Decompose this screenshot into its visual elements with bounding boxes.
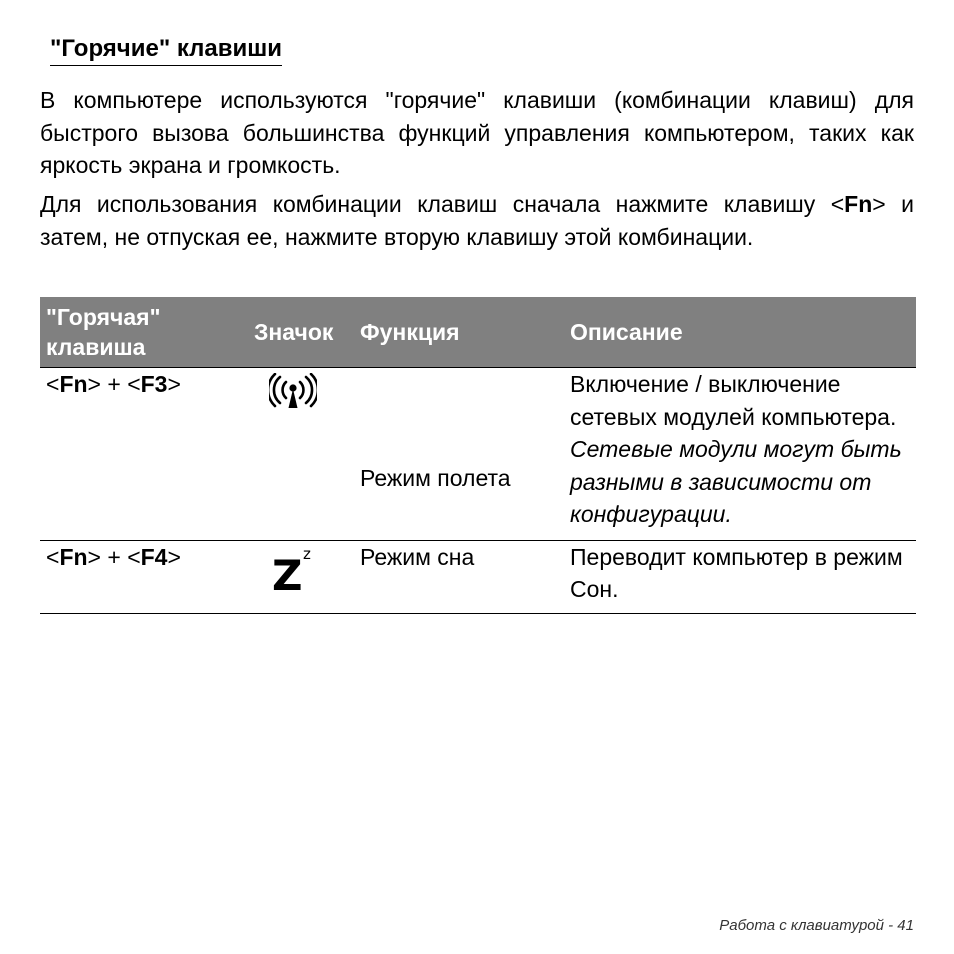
section-heading: "Горячие" клавиши <box>50 34 282 66</box>
description-cell: Переводит компьютер в режим Сон. <box>564 540 916 613</box>
header-function: Функция <box>354 297 564 368</box>
icon-cell <box>248 368 354 541</box>
description-note: Сетевые модули могут быть разными в зависимости от конфигурации. <box>570 436 902 527</box>
key-bracket: > <box>167 543 181 570</box>
description-text: Включение / выключение сетевых модулей компьютера. <box>570 371 897 430</box>
table-row <box>40 368 916 541</box>
key-bracket: < <box>46 371 60 397</box>
key-f4: F4 <box>140 543 168 570</box>
page-footer: Работа с клавиатурой - 41 <box>719 917 914 934</box>
table-header-row <box>40 297 916 368</box>
hotkey-cell <box>40 368 248 541</box>
icon-cell <box>248 540 354 613</box>
intro-paragraph: В компьютере используются "горячие" клавиши (комбинации клавиш) для быстрого вызова большинства функций управления компьютером, таких как яркость экрана и громкость. <box>40 87 914 178</box>
key-f3: F3 <box>140 371 168 397</box>
key-fn: Fn <box>59 371 88 397</box>
table-row <box>40 540 916 613</box>
key-bracket: > <box>167 371 181 397</box>
key-bracket: < <box>46 543 60 570</box>
key-plus: > + < <box>87 371 141 397</box>
function-cell: Режим полета <box>360 465 511 491</box>
usage-paragraph <box>40 188 914 253</box>
header-icon: Значок <box>248 297 354 368</box>
key-plus: > + < <box>87 543 141 570</box>
description-cell <box>564 368 916 541</box>
airplane-mode-wireless-icon <box>269 373 317 411</box>
header-hotkey: "Горячая" клавиша <box>40 297 248 368</box>
function-cell: Режим сна <box>354 540 564 613</box>
hotkeys-table <box>40 297 916 614</box>
sleep-icon-big-z: Z <box>272 550 303 600</box>
usage-key-fn: Fn <box>844 191 873 217</box>
hotkey-cell <box>40 540 248 613</box>
usage-text-before: Для использования комбинации клавиш сначала нажмите клавишу < <box>40 191 845 217</box>
key-fn: Fn <box>59 543 88 570</box>
sleep-zz-icon <box>272 544 332 600</box>
usage-text-after: > и затем, не отпуская ее, нажмите вторую клавишу этой комбинации. <box>40 191 915 250</box>
header-description: Описание <box>564 297 916 368</box>
sleep-icon-small-z: z <box>303 544 311 563</box>
